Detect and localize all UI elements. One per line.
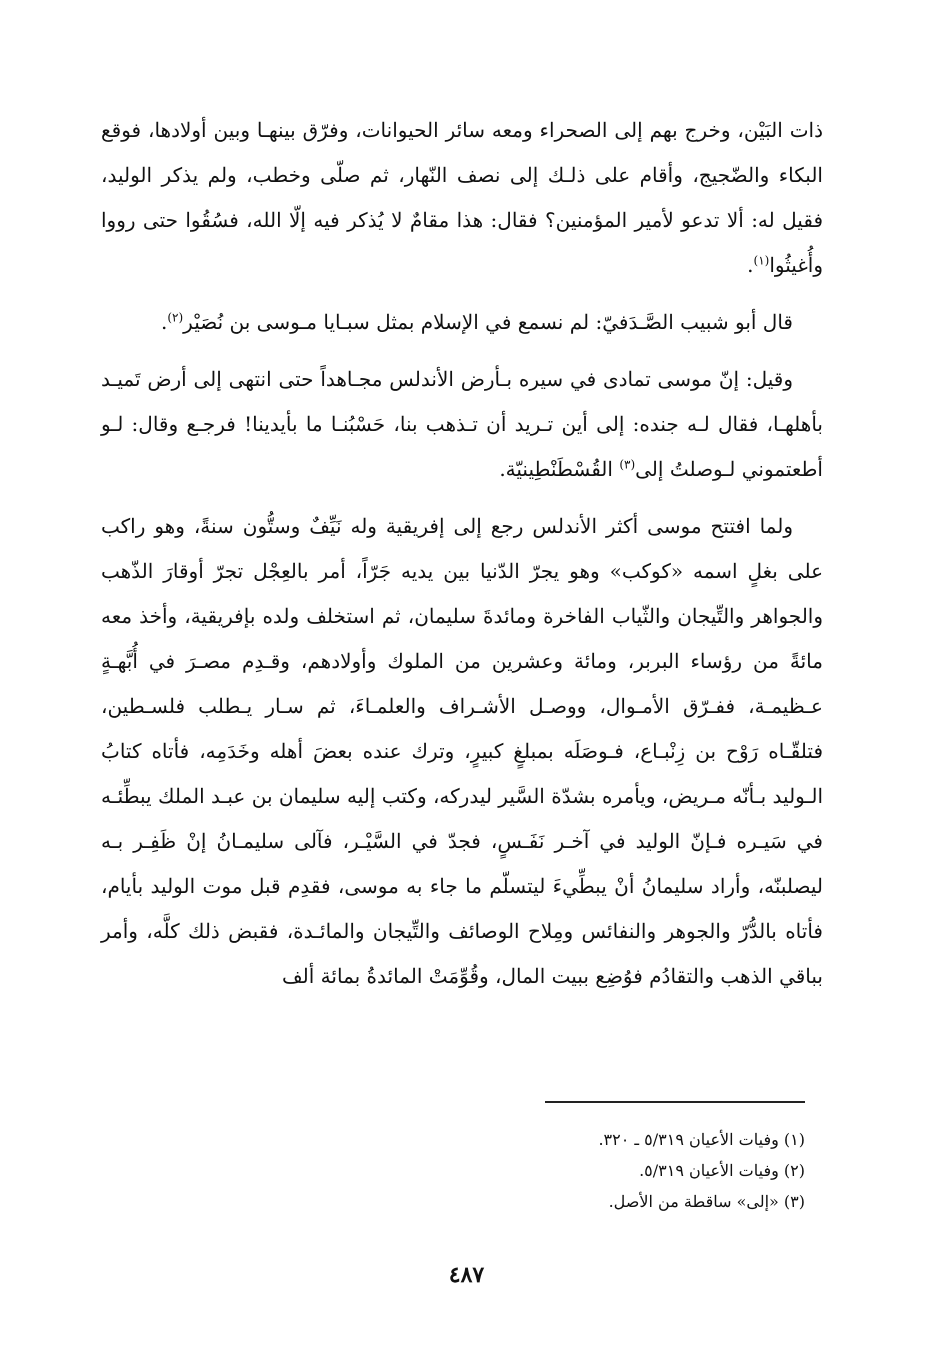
paragraph-4 — [101, 504, 823, 999]
footnote-2: (٢) وفيات الأعيان ٥/٣١٩. — [639, 1161, 805, 1180]
footnote-marker-2: (٢) — [167, 310, 184, 325]
page-number: ٤٨٧ — [448, 1262, 485, 1288]
paragraph-text: . — [160, 310, 168, 334]
paragraph-3 — [101, 357, 823, 492]
paragraph-text: القُسْطَنْطِينيّة. — [499, 457, 620, 481]
footnotes — [205, 1124, 805, 1217]
footnote-marker-1: (١) — [753, 253, 770, 268]
paragraph-text: ولما افتتح موسى أكثر الأندلس رجع إلى إفريقية وله نَيِّفٌ وستُّون سنةً، وهو راكب على بغلٍ اسمه «كوكب» وهو يجرّ الدّنيا بين يديه جَرّاً، أمر بالعِجْل تجرّ أوقارَ الذّهب والجواهر والتِّيجان والثّياب الفاخرة ومائدةَ سليمان، ثم استخلف ولده بإفريقية، وأخذ معه مائةً من رؤساء البربر، ومائة وعشرين من الملوك وأولادهم، وقـدِم مصـرَ في أُبَّهـةٍ عـظيمـة، ففـرّق الأمـوال، ووصـل الأشـراف والعلمـاءَ، ثم سـار يـطلب فلسـطين، فتلقّـاه رَوْح بن زِنْبـاع، فـوصَلَه بمبلغٍ كبيرٍ، وترك عنده بعضَ أهله وخَدَمِه، فأتاه كتابُ الـوليد بـأنّه مـريض، ويأمره بشدّة السَّير ليدركه، وكتب إليه سليمان بن عبـد الملك يبطِّئـه في سَيـره فـإنّ الوليد في آخـر نَفَـسٍ، فجدّ في السَّيْـر، فآلى سليمـانُ إنْ ظَفِـر بـه ليصلبنّه، وأراد سليمانُ أنْ يبطِّيءَ ليتسلّم ما جاء به موسى، فقدِم قبل موت الوليد بأيام، فأتاه بالدُّرّ والجوهر والنفائس ومِلاح الوصائف والتِّيجان والمائـدة، فقبض ذلك كلَّه، وأمر بباقي الذهب والتقادُم فوُضِع ببيت المال، وقُوِّمَتْ المائدةُ بمائة ألف — [101, 514, 824, 988]
footnote-separator — [545, 1101, 805, 1103]
footnote-3: (٣) «إلى» ساقطة من الأصل. — [608, 1192, 805, 1211]
main-text — [101, 108, 823, 999]
paragraph-1 — [101, 108, 823, 288]
paragraph-text: وقيل: إنّ موسى تمادى في سيره بـأرض الأندلس مجـاهداً حتى انتهى إلى أرض تَميـد بأهلهـا، فقال لـه جنده: إلى أين تـريد أن تـذهب بنا، حَسْبُنـا ما بأيدينا! فرجـع وقال: لـو أطعتموني لـوصلتُ إلى — [101, 367, 823, 481]
paragraph-2 — [101, 300, 823, 345]
paragraph-text: ذات البَيْن، وخرج بهم إلى الصحراء ومعه سائر الحيوانات، وفرّق بينهـا وبين أولادها، فوقع البكاء والضّجيج، وأقام على ذلـك إلى نصف النّهار، ثم صلّى وخطب، ولم يذكر الوليد، فقيل له: ألا تدعو لأمير المؤمنين؟ فقال: هذا مقامٌ لا يُذكر فيه إلّا الله، فسُقُوا حتى رووا وأُغيثُوا — [101, 118, 823, 277]
footnote-1: (١) وفيات الأعيان ٥/٣١٩ ـ ٣٢٠. — [598, 1130, 805, 1149]
footnote-marker-3: (٣) — [619, 457, 636, 472]
paragraph-text: قال أبو شبيب الصَّـدَفيّ: لم نسمع في الإسلام بمثل سبـايا مـوسى بن نُصَيْر — [183, 310, 793, 334]
paragraph-text: . — [747, 253, 754, 277]
